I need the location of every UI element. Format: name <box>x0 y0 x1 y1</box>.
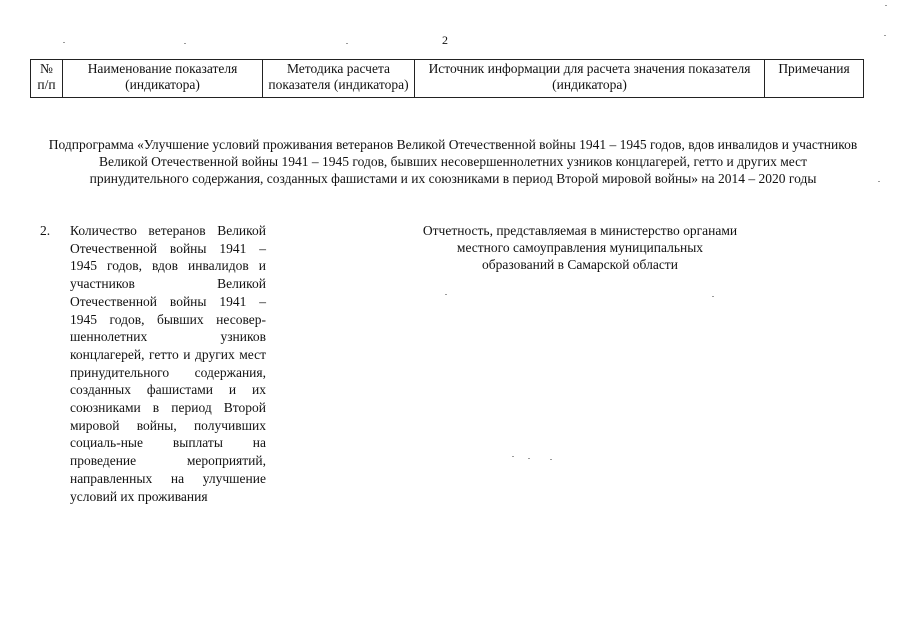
scan-speck <box>445 294 447 295</box>
indicator-name: Количество ветеранов Великой Отечественной войны 1941 – 1945 годов, вдов инвалидов и участников Великой Отечественной войны 1941 – 1945 годов, бывших несовер-шеннолетних узников концлагерей, гетто и других мест принудительного содержания, созданных фашистами и их союзниками в период Второй мировой войны, получивших социаль-ные выплаты на проведение мероприятий, направленных на улучшение условий их проживания <box>70 223 266 504</box>
scan-speck <box>878 181 880 182</box>
scan-speck <box>712 296 714 297</box>
scan-speck <box>885 5 887 6</box>
header-information-source: Источник информации для расчета значения показателя (индикатора) <box>415 60 765 98</box>
scan-speck <box>512 456 514 457</box>
information-source: Отчетность, представляемая в министерство органами местного самоуправления муниципальных образований в Самарской области <box>422 223 738 272</box>
header-indicator-name: Наименование показателя (индикатора) <box>63 60 263 98</box>
scan-speck <box>884 35 886 36</box>
table-header-row <box>31 60 864 98</box>
scan-speck <box>550 459 552 460</box>
row-number: 2. <box>40 223 51 238</box>
page-number: 2 <box>442 33 448 47</box>
header-calculation-method: Методика расчета показателя (индикатора) <box>263 60 415 98</box>
header-number: № п/п <box>31 60 63 98</box>
header-notes: Примечания <box>765 60 864 98</box>
scan-speck <box>528 458 530 459</box>
indicator-table-header <box>30 59 864 98</box>
scan-speck <box>346 43 348 44</box>
scan-speck <box>63 42 65 43</box>
subprogram-title: Подпрограмма «Улучшение условий проживания ветеранов Великой Отечественной войны 1941 – 1945 годов, вдов инвалидов и участников Великой Отечественной войны 1941 – 1945 годов, бывших несовершеннолетних узников концлагерей, гетто и других мест принудительного содержания, созданных фашистами и их союзниками в период Второй мировой войны» на 2014 – 2020 годы <box>48 137 858 186</box>
scan-speck <box>184 43 186 44</box>
